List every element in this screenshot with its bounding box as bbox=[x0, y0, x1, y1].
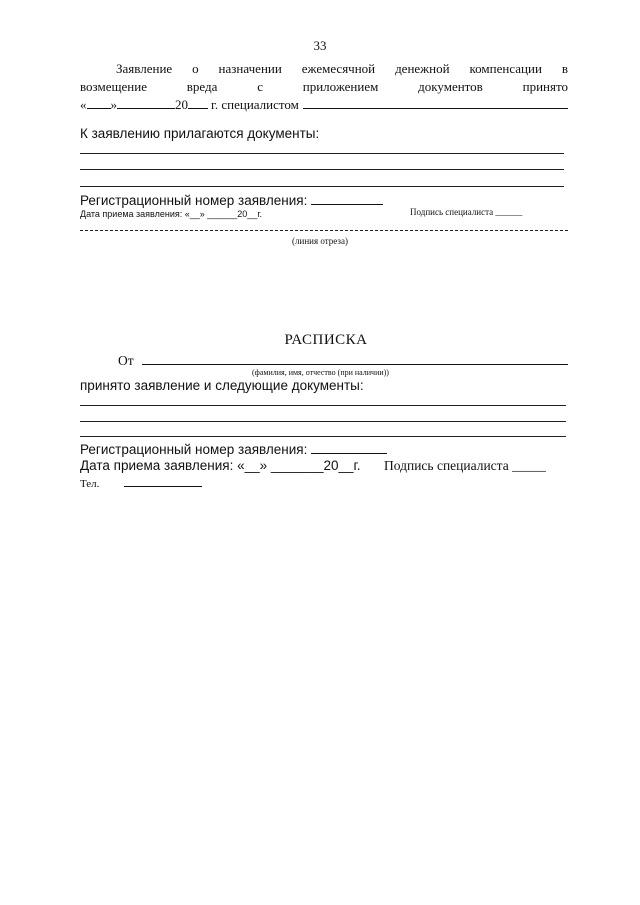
specialist-signature-label: Подпись специалиста ______ bbox=[410, 207, 523, 217]
receipt-reg-label-text: Регистрационный номер заявления: bbox=[80, 442, 308, 457]
acceptance-date-label: Дата приема заявления: «__» ______20__г. bbox=[80, 209, 263, 219]
registration-number-blank[interactable] bbox=[311, 192, 383, 205]
statement-paragraph bbox=[80, 60, 568, 114]
statement-word: приложением bbox=[302, 79, 379, 94]
accepted-documents-text: принято заявление и следующие документы: bbox=[80, 378, 364, 393]
year-blank[interactable] bbox=[188, 96, 208, 109]
statement-word: возмещение bbox=[80, 79, 147, 94]
statement-line-3 bbox=[80, 96, 568, 114]
page-number: 33 bbox=[313, 38, 327, 53]
telephone-row bbox=[80, 476, 202, 490]
month-blank[interactable] bbox=[117, 96, 175, 109]
receipt-registration-number-label bbox=[80, 441, 387, 457]
cut-line bbox=[80, 230, 568, 231]
cut-line-label: (линия отреза) bbox=[292, 236, 348, 246]
statement-line-2 bbox=[80, 78, 568, 96]
receipt-document-line-1[interactable] bbox=[80, 405, 566, 406]
statement-word: принято bbox=[522, 79, 568, 94]
statement-word: документов bbox=[418, 79, 483, 94]
specialist-label: г. специалистом bbox=[211, 97, 299, 112]
specialist-blank[interactable] bbox=[303, 96, 568, 109]
document-line-3[interactable] bbox=[80, 186, 564, 187]
statement-word: вреда bbox=[186, 79, 218, 94]
from-label: От bbox=[118, 353, 134, 368]
receipt-specialist-signature-label: Подпись специалиста _____ bbox=[384, 458, 546, 473]
quote-close: » bbox=[110, 97, 117, 112]
receipt-from-row bbox=[118, 352, 568, 369]
reg-label-text: Регистрационный номер заявления: bbox=[80, 193, 308, 208]
fio-caption: (фамилия, имя, отчество (при наличии)) bbox=[252, 368, 389, 377]
receipt-registration-number-blank[interactable] bbox=[311, 441, 387, 454]
statement-word: с bbox=[257, 79, 263, 94]
document-line-1[interactable] bbox=[80, 153, 564, 154]
year-prefix: 20 bbox=[175, 97, 188, 112]
attached-documents-heading: К заявлению прилагаются документы: bbox=[80, 126, 320, 141]
registration-number-label bbox=[80, 192, 383, 208]
receipt-acceptance-date-label: Дата приема заявления: «__» _______20__г. bbox=[80, 458, 361, 473]
receipt-document-line-2[interactable] bbox=[80, 421, 566, 422]
document-line-2[interactable] bbox=[80, 169, 564, 170]
telephone-label: Тел. bbox=[80, 478, 100, 490]
day-blank[interactable] bbox=[87, 96, 111, 109]
receipt-document-line-3[interactable] bbox=[80, 436, 566, 437]
receipt-title: РАСПИСКА bbox=[284, 332, 368, 348]
applicant-name-blank[interactable] bbox=[142, 352, 568, 365]
quote-open: « bbox=[80, 97, 87, 112]
statement-line-1: Заявление о назначении ежемесячной денежной компенсации в bbox=[116, 61, 568, 76]
telephone-blank[interactable] bbox=[124, 476, 202, 487]
